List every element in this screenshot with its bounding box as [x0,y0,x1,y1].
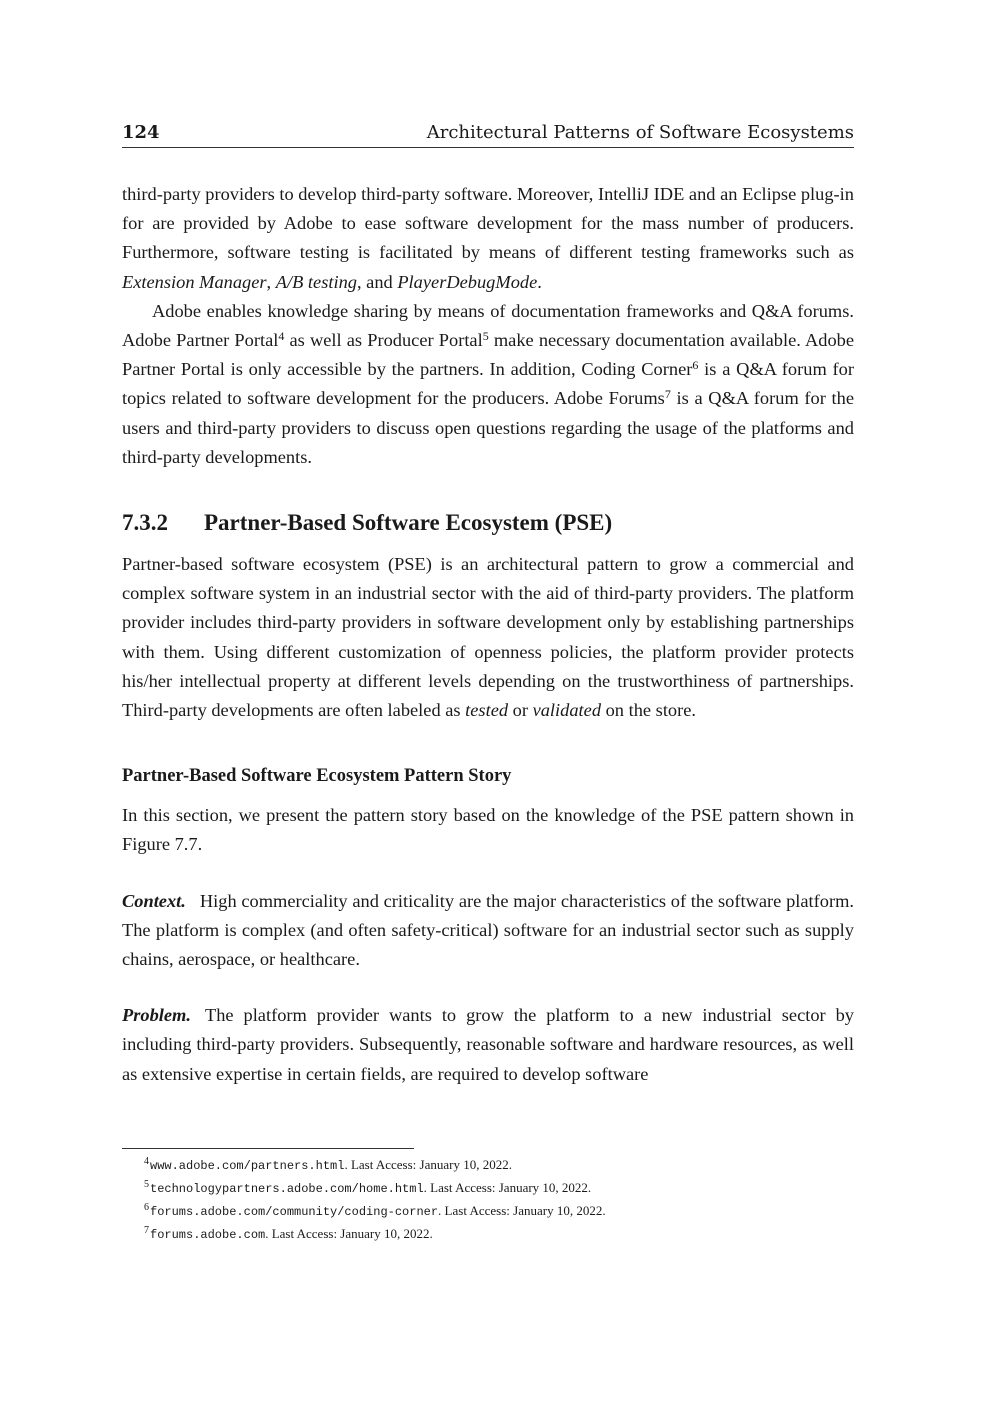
text-run: , [266,271,276,292]
footnote-ref-5[interactable]: 5 [482,329,489,344]
section-number: 7.3.2 [122,510,168,536]
emphasis-validated: validated [532,700,602,721]
running-title: Architectural Patterns of Software Ecosystems [426,122,854,143]
footnote-link[interactable]: forums.adobe.com/community/coding-corner [150,1205,439,1219]
text-run: is a Q&A forum for topics related to software development for the producers. Adobe Forums [122,359,854,409]
running-header [122,121,854,148]
text-run: is a Q&A forum for the users and third-party providers to discuss open questions regarding the usage of the platforms and third-party developments. [122,388,854,467]
footnote-number: 6 [144,1202,149,1213]
footnote-rule [122,1148,414,1149]
page-number: 124 [122,122,160,143]
problem-text: The platform provider wants to grow the platform to a new industrial sector by including third-party providers. Subsequently, reasonable software and hardware resources, as well as extensive expertise in certain fields, are required to develop software [122,1005,854,1084]
footnote-6 [122,1200,854,1223]
footnote-link[interactable]: www.adobe.com/partners.html [150,1159,345,1173]
emphasis-playerdebugmode: PlayerDebugMode [397,271,538,292]
context-text: High commerciality and criticality are the major characteristics of the software platform. The platform is complex (and often safety-critical) software for an industrial sector such as supply chains, aerospace, or healthcare. [122,890,854,970]
paragraph-3 [122,550,854,725]
footnote-4 [122,1154,854,1177]
problem-paragraph [122,1001,854,1089]
text-run: Adobe enables knowledge sharing by means of documentation frameworks and Q&A forums. Adobe Partner Portal [122,300,854,351]
footnote-ref-6[interactable]: 6 [692,358,699,373]
footnote-link[interactable]: forums.adobe.com [150,1228,266,1242]
footnote-note: . Last Access: January 10, 2022. [438,1203,606,1218]
section-title: Partner-Based Software Ecosystem (PSE) [204,510,613,536]
body-text [122,180,854,1089]
footnote-note: . Last Access: January 10, 2022. [265,1226,433,1241]
section-heading [122,508,854,538]
footnote-number: 7 [144,1225,149,1236]
text-run: Partner-based software ecosystem (PSE) is an architectural pattern to grow a commercial and complex software system in an industrial sector with the aid of third-party providers. The platform provider includes third-party providers in software development only by establishing partnerships with them. Using different customization of openness policies, the platform provider protects his/her intellectual property at different levels depending on the trustworthiness of partnerships. Third-party developments are often labeled as [122,554,854,721]
footnote-note: . Last Access: January 10, 2022. [344,1157,512,1172]
text-run: third-party providers to develop third-party software. Moreover, IntelliJ IDE and an Eclipse plug-in for are provided by Adobe to ease software development for the mass number of producers. Furthermore, software testing is facilitated by means of different testing frameworks such as [122,184,854,263]
paragraph-2 [122,297,854,472]
footnote-5 [122,1177,854,1200]
footnotes [122,1154,854,1246]
text-run: as well as Producer Portal [284,330,483,351]
footnote-ref-4[interactable]: 4 [278,329,285,344]
footnote-note: . Last Access: January 10, 2022. [423,1180,592,1195]
footnote-7 [122,1223,854,1246]
footnote-number: 4 [144,1156,149,1167]
emphasis-tested: tested [465,700,509,721]
text-run: make necessary documentation available. Adobe Partner Portal is only accessible by the partners. In addition, Coding Corner [122,330,854,380]
problem-label: Problem. [122,1005,191,1026]
text-run: on the store. [601,700,697,721]
text-run: , and [356,271,398,292]
footnote-link[interactable]: technologypartners.adobe.com/home.html [150,1182,424,1196]
text-run: . [537,271,542,292]
emphasis-ab-testing: A/B testing [275,271,357,292]
emphasis-extension-manager: Extension Manager [122,271,267,292]
context-paragraph [122,887,854,975]
text-run: or [508,700,533,721]
footnote-number: 5 [144,1179,149,1190]
footnote-ref-7[interactable]: 7 [664,387,671,402]
paragraph-1 [122,180,854,297]
context-label: Context. [122,890,186,911]
paragraph-4: In this section, we present the pattern story based on the knowledge of the PSE pattern shown in Figure 7.7. [122,805,854,855]
subsection-heading: Partner-Based Software Ecosystem Pattern Story [122,766,512,787]
